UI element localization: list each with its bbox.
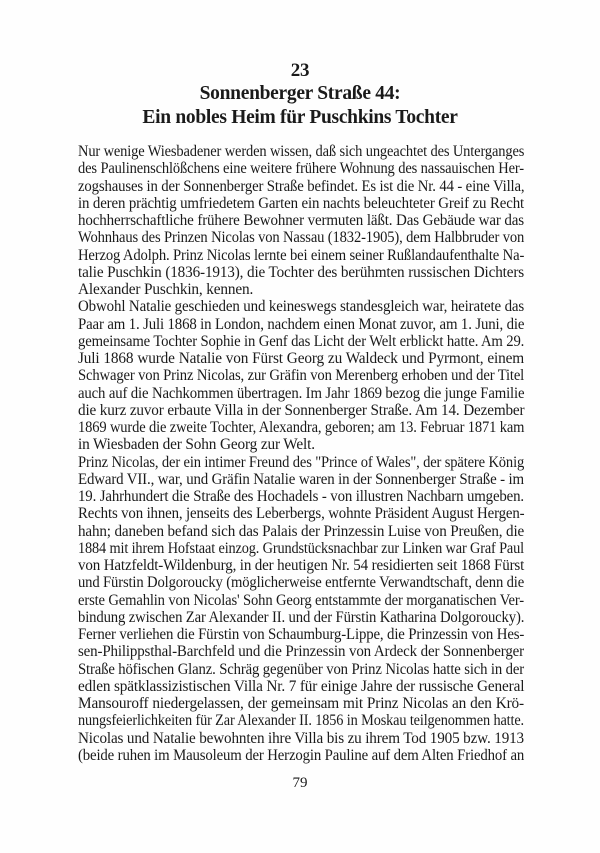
body-line: von Hatzfeldt-Wildenburg, in der heutigen Nr. 54 residierten seit 1868 Fürst xyxy=(78,557,525,574)
body-line: Herzog Adolph. Prinz Nicolas lernte bei einem seiner Rußlandaufenthalte Na- xyxy=(78,246,525,264)
chapter-title xyxy=(0,82,600,130)
body-line: des Paulinenschlößchens eine weitere frühere Wohnung des nassauischen Her- xyxy=(78,160,524,178)
page-number: 79 xyxy=(292,775,308,791)
body-line: nungsfeierlichkeiten für Zar Alexander II. 1856 in Moskau teilgenommen hatte. xyxy=(78,712,524,730)
body-line: 19. Jahrhundert die Straße des Hochadels - von illustren Nachbarn umgeben. xyxy=(78,488,524,505)
body-line: Rechts von ihnen, jenseits des Leberbergs, wohnte Präsident August Hergen- xyxy=(78,505,525,523)
chapter-number: 23 xyxy=(290,60,310,81)
body-line: hochherrschaftliche frühere Bewohner vermuten läßt. Das Gebäude war das xyxy=(78,212,524,229)
body-line: edlen spätklassizistischen Villa Nr. 7 für einige Jahre der russische General xyxy=(78,677,525,695)
body-line: Juli 1868 wurde Natalie von Fürst Georg zu Waldeck und Pyrmont, einem xyxy=(78,350,524,367)
body-line: 1869 wurde die zweite Tochter, Alexandra, geboren; am 13. Februar 1871 kam xyxy=(78,419,525,436)
body-line: Mansouroff niedergelassen, der gemeinsam mit Prinz Nicolas an den Krö- xyxy=(78,695,524,712)
body-line: erste Gemahlin von Nicolas' Sohn Georg entstammte der morganatischen Ver- xyxy=(78,591,524,609)
body-line: Straße höfischen Glanz. Schräg gegenüber von Prinz Nicolas hatte sich in der xyxy=(78,660,524,678)
body-line: sen-Philippsthal-Barchfeld und die Prinzessin von Ardeck der Sonnenberger xyxy=(78,643,524,661)
body-line: bindung zwischen Zar Alexander II. und der Fürstin Katharina Dolgoroucky). xyxy=(78,608,525,626)
body-line: talie Puschkin (1836-1913), die Tochter des berühmten russischen Dichters xyxy=(78,263,524,281)
body-line: Ferner verliehen die Fürstin von Schaumburg-Lippe, die Prinzessin von Hes- xyxy=(78,626,525,643)
body-line: Schwager von Prinz Nicolas, zur Gräfin von Merenberg erhoben und der Titel xyxy=(78,367,525,385)
body-line: auch auf die Nachkommen übertragen. Im Jahr 1869 bezog die junge Familie xyxy=(78,384,525,402)
body-line: gemeinsame Tochter Sophie in Genf das Licht der Welt erblickt hatte. Am 29. xyxy=(78,332,525,350)
body-line: Nur wenige Wiesbadener werden wissen, daß sich ungeachtet des Unterganges xyxy=(78,143,525,160)
body-line: und Fürstin Dolgoroucky (möglicherweise entfernte Verwandtschaft, denn die xyxy=(78,574,525,592)
body-line: (beide ruhen im Mausoleum der Herzogin Pauline auf dem Alten Friedhof an xyxy=(78,746,525,764)
body-line: in Wiesbaden der Sohn Georg zur Welt. xyxy=(78,436,315,454)
chapter-title-line-1: Sonnenberger Straße 44: xyxy=(199,83,401,104)
body-line: Prinz Nicolas, der ein intimer Freund des "Prince of Wales", der spätere König xyxy=(78,453,525,471)
body-line: Obwohl Natalie geschieden und keineswegs standesgleich war, heiratete das xyxy=(78,298,525,316)
body-line: Nicolas und Natalie bewohnten ihre Villa bis zu ihrem Tod 1905 bzw. 1913 xyxy=(78,729,524,747)
body-line: Alexander Puschkin, kennen. xyxy=(78,281,254,298)
body-line: 1884 mit ihrem Hofstaat einzog. Grundstücksnachbar zur Linken war Graf Paul xyxy=(78,539,524,557)
body-line: zogshauses in der Sonnenberger Straße befindet. Es ist die Nr. 44 - eine Villa, xyxy=(78,177,525,195)
body-line: Paar am 1. Juli 1868 in London, nachdem einen Monat zuvor, am 1. Juni, die xyxy=(78,315,525,333)
body-line: die kurz zuvor erbaute Villa in der Sonnenberger Straße. Am 14. Dezember xyxy=(78,401,525,419)
body-line: Edward VII., war, und Gräfin Natalie waren in der Sonnenberger Straße - im xyxy=(78,470,524,488)
chapter-title-line-2: Ein nobles Heim für Puschkins Tochter xyxy=(142,107,458,128)
body-text xyxy=(78,143,524,764)
body-line: Wohnhaus des Prinzen Nicolas von Nassau (1832-1905), dem Halbbruder von xyxy=(78,229,525,247)
body-line: hahn; daneben befand sich das Palais der Prinzessin Luise von Preußen, die xyxy=(78,522,525,540)
body-line: in deren prächtig umfriedetem Garten ein nachts beleuchteter Greif zu Recht xyxy=(78,194,524,212)
